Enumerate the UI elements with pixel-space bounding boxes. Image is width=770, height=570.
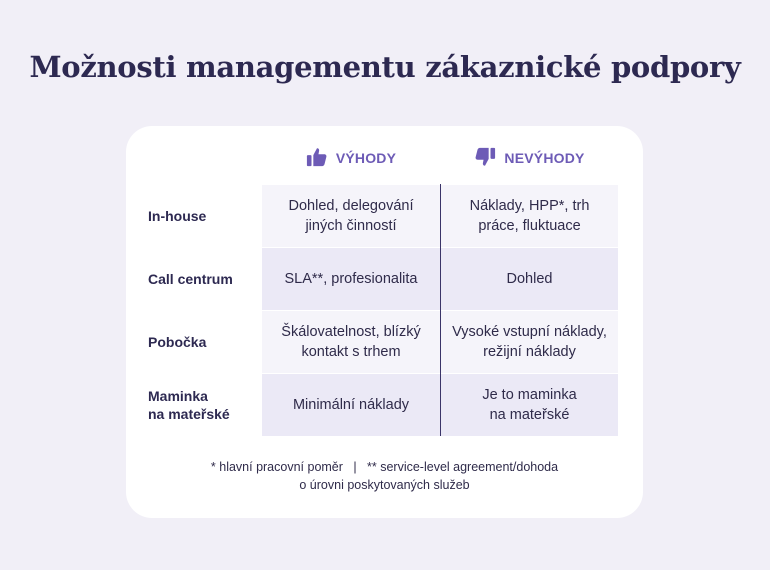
cons-header <box>441 145 618 171</box>
row-label-maminka: Maminka na mateřské <box>148 388 230 422</box>
cons-header-label: NEVÝHODY <box>504 150 585 166</box>
row-label-call-centrum: Call centrum <box>148 271 233 287</box>
row-label-pobocka: Pobočka <box>148 334 207 350</box>
column-divider <box>440 184 441 436</box>
cell-cons-in-house: Náklady, HPP*, trh práce, fluktuace <box>441 185 618 247</box>
cell-pros-pobocka: Škálovatelnost, blízký kontakt s trhem <box>262 311 440 373</box>
cell-cons-pobocka: Vysoké vstupní náklady, režijní náklady <box>441 311 618 373</box>
footnote-line-1: * hlavní pracovní poměr | ** service-level agreement/dohoda <box>210 460 559 474</box>
cell-pros-maminka: Minimální náklady <box>262 374 440 436</box>
footnote-line-2: o úrovni poskytovaných služeb <box>299 478 470 492</box>
pros-header <box>262 145 440 171</box>
cell-pros-call-centrum: SLA**, profesionalita <box>262 248 440 310</box>
cell-pros-in-house: Dohled, delegování jiných činností <box>262 185 440 247</box>
row-label-in-house: In-house <box>148 208 207 224</box>
cell-cons-call-centrum: Dohled <box>441 248 618 310</box>
cell-cons-maminka: Je to maminka na mateřské <box>441 374 618 436</box>
pros-header-label: VÝHODY <box>335 150 397 166</box>
page-title: Možnosti managementu zákaznické podpory <box>29 50 741 84</box>
thumbs-down-icon <box>474 146 504 171</box>
thumbs-up-icon <box>306 146 336 171</box>
